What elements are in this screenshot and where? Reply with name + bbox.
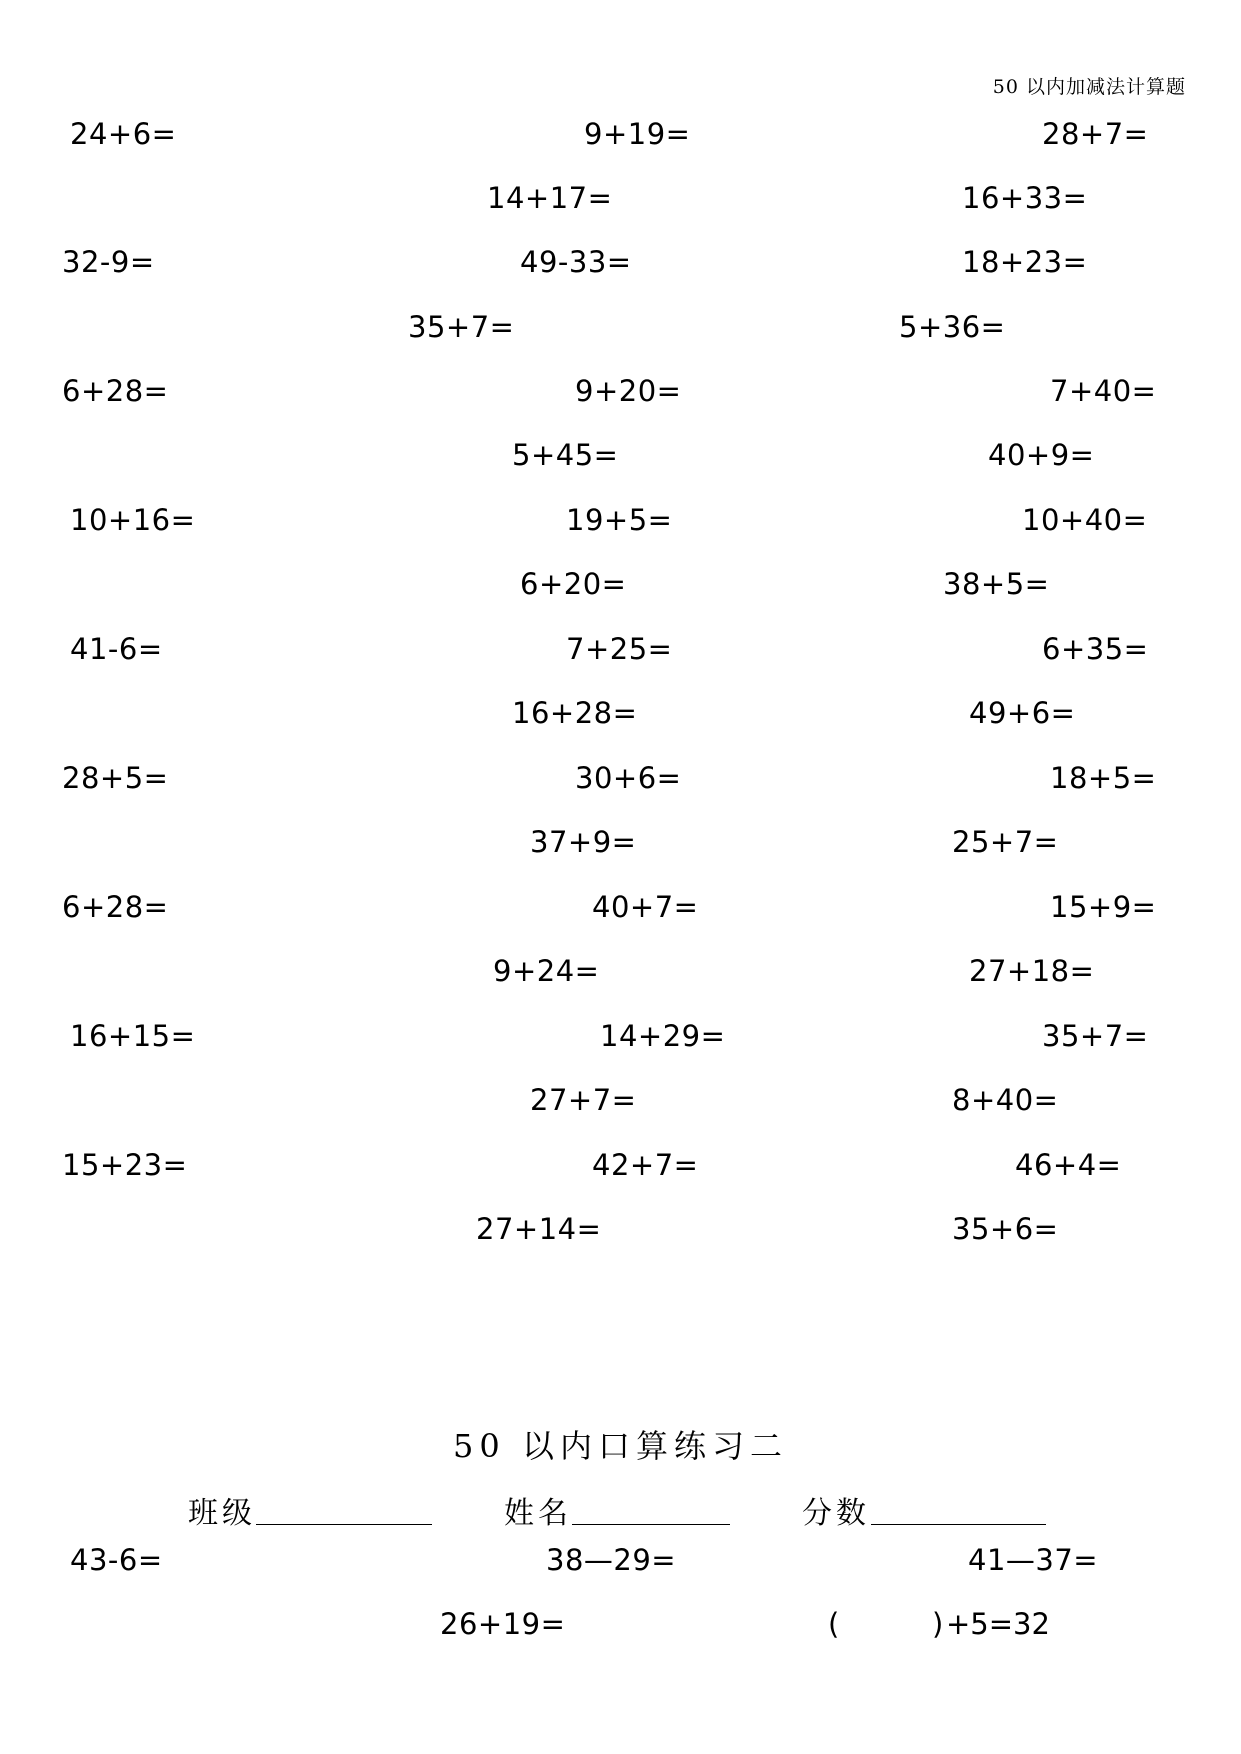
problem: 19+5= (566, 503, 673, 537)
problem: 10+16= (70, 503, 196, 537)
problem: 9+19= (584, 117, 691, 151)
problem: 38+5= (943, 567, 1050, 601)
problem: 14+29= (600, 1019, 726, 1053)
problem: 27+14= (476, 1212, 602, 1246)
problem: 40+7= (592, 890, 699, 924)
problem: 41-6= (70, 632, 163, 666)
problem: 28+5= (62, 761, 169, 795)
problem: 46+4= (1015, 1148, 1122, 1182)
problem: 28+7= (1042, 117, 1149, 151)
problem: 49-33= (520, 245, 632, 279)
problem: 18+23= (962, 245, 1088, 279)
problem: 27+7= (530, 1083, 637, 1117)
problem: 35+7= (408, 310, 515, 344)
score-blank[interactable] (871, 1524, 1046, 1525)
name-label: 姓名 (504, 1496, 572, 1531)
name-blank[interactable] (572, 1524, 730, 1525)
problem: 16+33= (962, 181, 1088, 215)
score-label: 分数 (802, 1496, 870, 1531)
problem: 15+23= (62, 1148, 188, 1182)
problem: 6+20= (520, 567, 627, 601)
class-label: 班级 (188, 1496, 256, 1531)
section-title: 50 以内口算练习二 (453, 1427, 788, 1465)
problem: 24+6= (70, 117, 177, 151)
problem: 26+19= (440, 1607, 566, 1641)
problem: 6+28= (62, 890, 169, 924)
problem: 41—37= (968, 1543, 1099, 1577)
problem: 6+35= (1042, 632, 1149, 666)
problem: 16+28= (512, 696, 638, 730)
problem: 15+9= (1050, 890, 1157, 924)
header-title: 50 以内加减法计算题 (992, 76, 1186, 98)
problem: 6+28= (62, 374, 169, 408)
problem: 43-6= (70, 1543, 163, 1577)
problem: 32-9= (62, 245, 155, 279)
problem: 38—29= (546, 1543, 677, 1577)
problem: 14+17= (487, 181, 613, 215)
problem: 7+40= (1050, 374, 1157, 408)
problem: 16+15= (70, 1019, 196, 1053)
problem: 18+5= (1050, 761, 1157, 795)
problem: 5+36= (899, 310, 1006, 344)
problem: 40+9= (988, 438, 1095, 472)
problem: 10+40= (1022, 503, 1148, 537)
problem: 37+9= (530, 825, 637, 859)
problem: 42+7= (592, 1148, 699, 1182)
student-info-row (0, 1488, 1241, 1531)
fill-in-equation: +5=32 (946, 1607, 1050, 1641)
problem: 5+45= (512, 438, 619, 472)
open-paren: ( (828, 1607, 840, 1641)
problem: 35+6= (952, 1212, 1059, 1246)
class-blank[interactable] (256, 1524, 432, 1525)
problem: 7+25= (566, 632, 673, 666)
problem: 49+6= (969, 696, 1076, 730)
problem: 8+40= (952, 1083, 1059, 1117)
problem: 27+18= (969, 954, 1095, 988)
problem: 30+6= (575, 761, 682, 795)
problem: 9+20= (575, 374, 682, 408)
problem: 35+7= (1042, 1019, 1149, 1053)
problem: 25+7= (952, 825, 1059, 859)
close-paren: ) (932, 1607, 944, 1641)
problem: 9+24= (493, 954, 600, 988)
